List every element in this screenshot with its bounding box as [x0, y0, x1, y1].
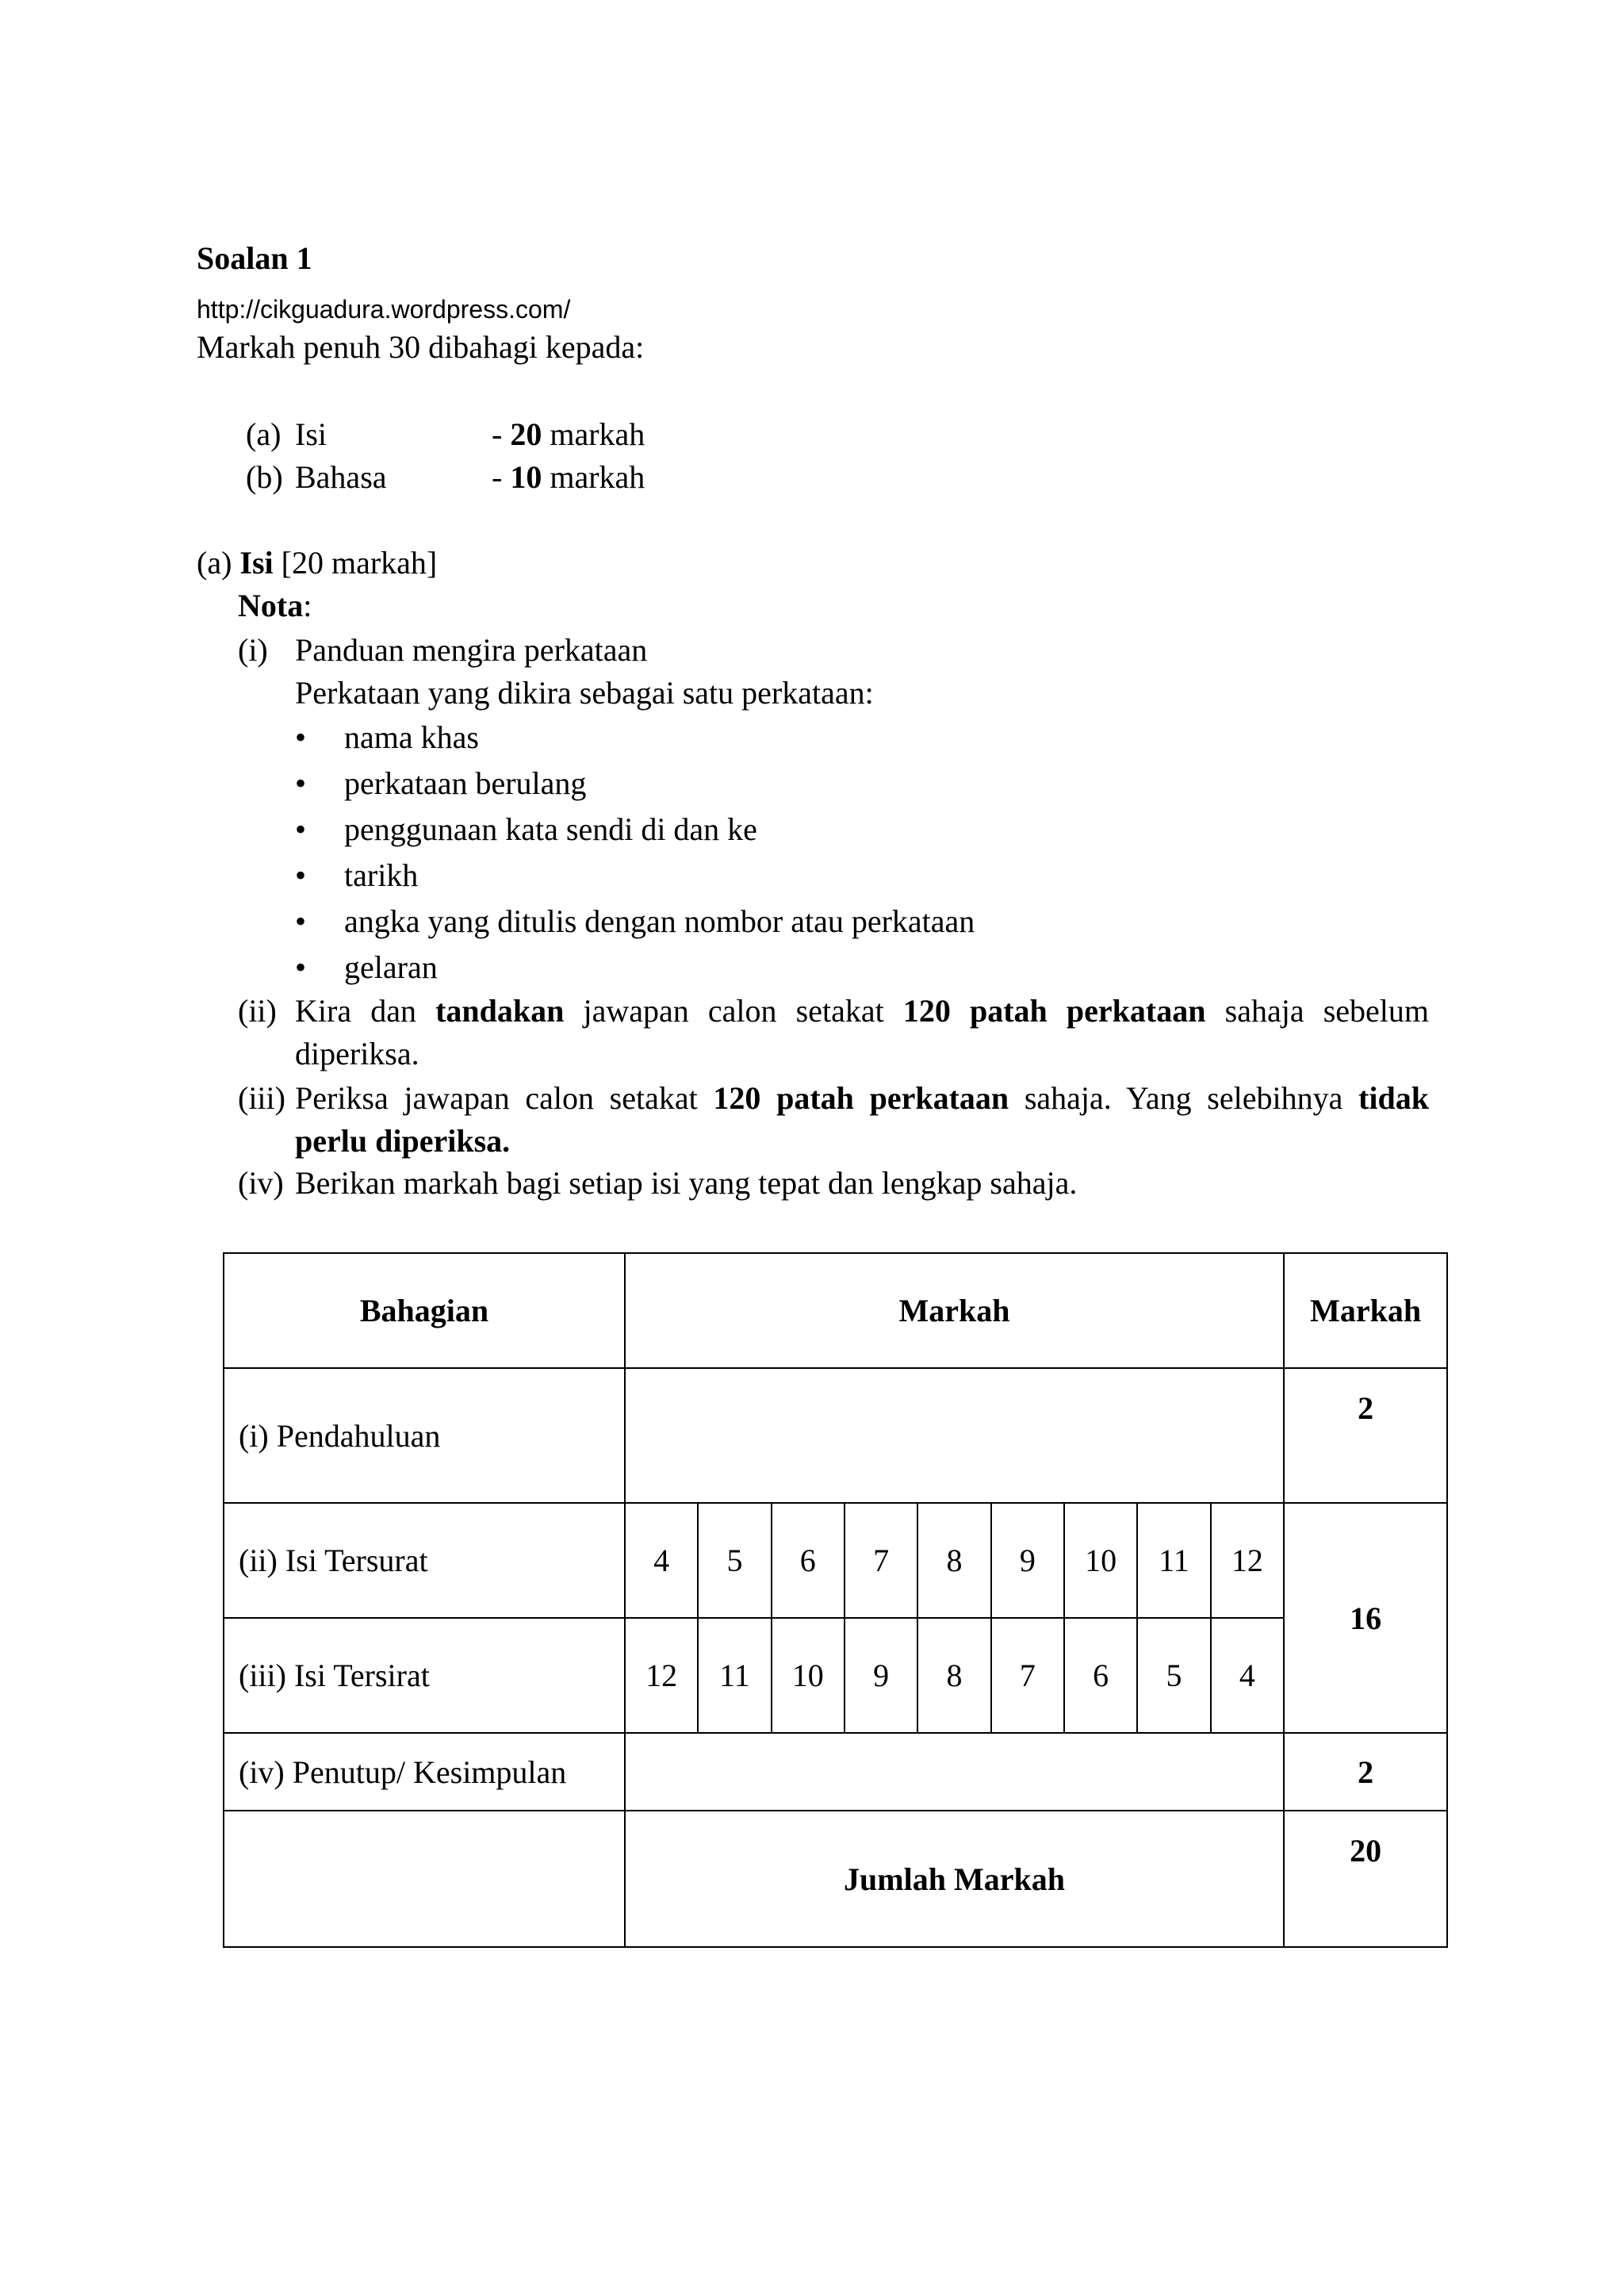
scale-cell: 7: [845, 1503, 917, 1618]
bullet-marker: •: [295, 719, 307, 755]
row-label-tersirat: (iii) Isi Tersirat: [224, 1618, 625, 1733]
breakdown-a-marks: - 20 markah: [492, 416, 645, 452]
note-iii-text: Periksa jawapan calon setakat 120 patah perkataan sahaja. Yang selebihnya tidak perlu diperiksa.: [295, 1080, 1429, 1159]
jumlah-label: Jumlah Markah: [625, 1811, 1284, 1947]
header-markah-total: Markah: [1284, 1253, 1447, 1368]
source-url: http://cikguadura.wordpress.com/: [197, 295, 571, 324]
row-label-tersurat: (ii) Isi Tersurat: [224, 1503, 625, 1618]
note-iii-number: (iii): [238, 1080, 285, 1116]
question-heading: Soalan 1: [197, 240, 312, 276]
scale-cell: 5: [1137, 1618, 1210, 1733]
table-row: [224, 1503, 1447, 1618]
bullet-item: nama khas: [344, 719, 479, 755]
row-label-pendahuluan: (i) Pendahuluan: [224, 1368, 625, 1503]
section-a-title: (a) Isi [20 markah]: [197, 545, 438, 581]
empty-cell: [625, 1368, 1284, 1503]
breakdown-a-name: Isi: [295, 416, 327, 452]
scale-cell: 4: [625, 1503, 698, 1618]
scale-cell: 10: [1064, 1503, 1137, 1618]
note-ii-text: Kira dan tandakan jawapan calon setakat 120 patah perkataan sahaja sebelum diperiksa.: [295, 993, 1429, 1071]
note-i-title: Panduan mengira perkataan: [295, 632, 648, 668]
bullet-item: gelaran: [344, 949, 438, 985]
table-row: [224, 1618, 1447, 1733]
note-iv-number: (iv): [238, 1165, 284, 1201]
bullet-item: angka yang ditulis dengan nombor atau perkataan: [344, 903, 975, 939]
marks-isi: 16: [1284, 1503, 1447, 1733]
note-i-number: (i): [238, 632, 268, 668]
bullet-marker: •: [295, 903, 307, 939]
empty-cell: [224, 1811, 625, 1947]
table-row: [224, 1733, 1447, 1811]
scale-cell: 7: [991, 1618, 1064, 1733]
scale-cell: 12: [1211, 1503, 1284, 1618]
marks-pendahuluan: 2: [1284, 1368, 1447, 1503]
marks-table: [223, 1252, 1448, 1948]
breakdown-b-marks: - 10 markah: [492, 459, 645, 495]
bullet-marker: •: [295, 949, 307, 985]
bullet-marker: •: [295, 857, 307, 893]
scale-cell: 12: [625, 1618, 698, 1733]
scale-cell: 5: [698, 1503, 771, 1618]
scale-cell: 8: [917, 1618, 990, 1733]
bullet-item: perkataan berulang: [344, 765, 587, 801]
bullet-marker: •: [295, 811, 307, 847]
marks-penutup: 2: [1284, 1733, 1447, 1811]
breakdown-b-name: Bahasa: [295, 459, 387, 495]
scale-cell: 11: [698, 1618, 771, 1733]
scale-cell: 6: [772, 1503, 845, 1618]
header-markah-scale: Markah: [625, 1253, 1284, 1368]
note-iv-text: Berikan markah bagi setiap isi yang tepat dan lengkap sahaja.: [295, 1165, 1078, 1201]
bullet-item: penggunaan kata sendi di dan ke: [344, 811, 757, 847]
table-header-row: [224, 1253, 1447, 1368]
marks-jumlah: 20: [1284, 1811, 1447, 1947]
intro-text: Markah penuh 30 dibahagi kepada:: [197, 329, 645, 365]
scale-cell: 9: [991, 1503, 1064, 1618]
note-ii-number: (ii): [238, 993, 277, 1029]
empty-cell: [625, 1733, 1284, 1811]
nota-label: Nota:: [238, 588, 312, 623]
bullet-item: tarikh: [344, 857, 419, 893]
header-bahagian: Bahagian: [224, 1253, 625, 1368]
breakdown-a-label: (a): [246, 416, 282, 452]
scale-cell: 11: [1137, 1503, 1210, 1618]
note-i-subtitle: Perkataan yang dikira sebagai satu perkataan:: [295, 675, 874, 711]
scale-cell: 9: [845, 1618, 917, 1733]
scale-cell: 6: [1064, 1618, 1137, 1733]
bullet-marker: •: [295, 765, 307, 801]
table-row: [224, 1368, 1447, 1503]
row-label-penutup: (iv) Penutup/ Kesimpulan: [224, 1733, 625, 1811]
scale-cell: 10: [772, 1618, 845, 1733]
table-row: [224, 1811, 1447, 1947]
scale-cell: 8: [917, 1503, 990, 1618]
scale-cell: 4: [1211, 1618, 1284, 1733]
breakdown-b-label: (b): [246, 459, 283, 495]
